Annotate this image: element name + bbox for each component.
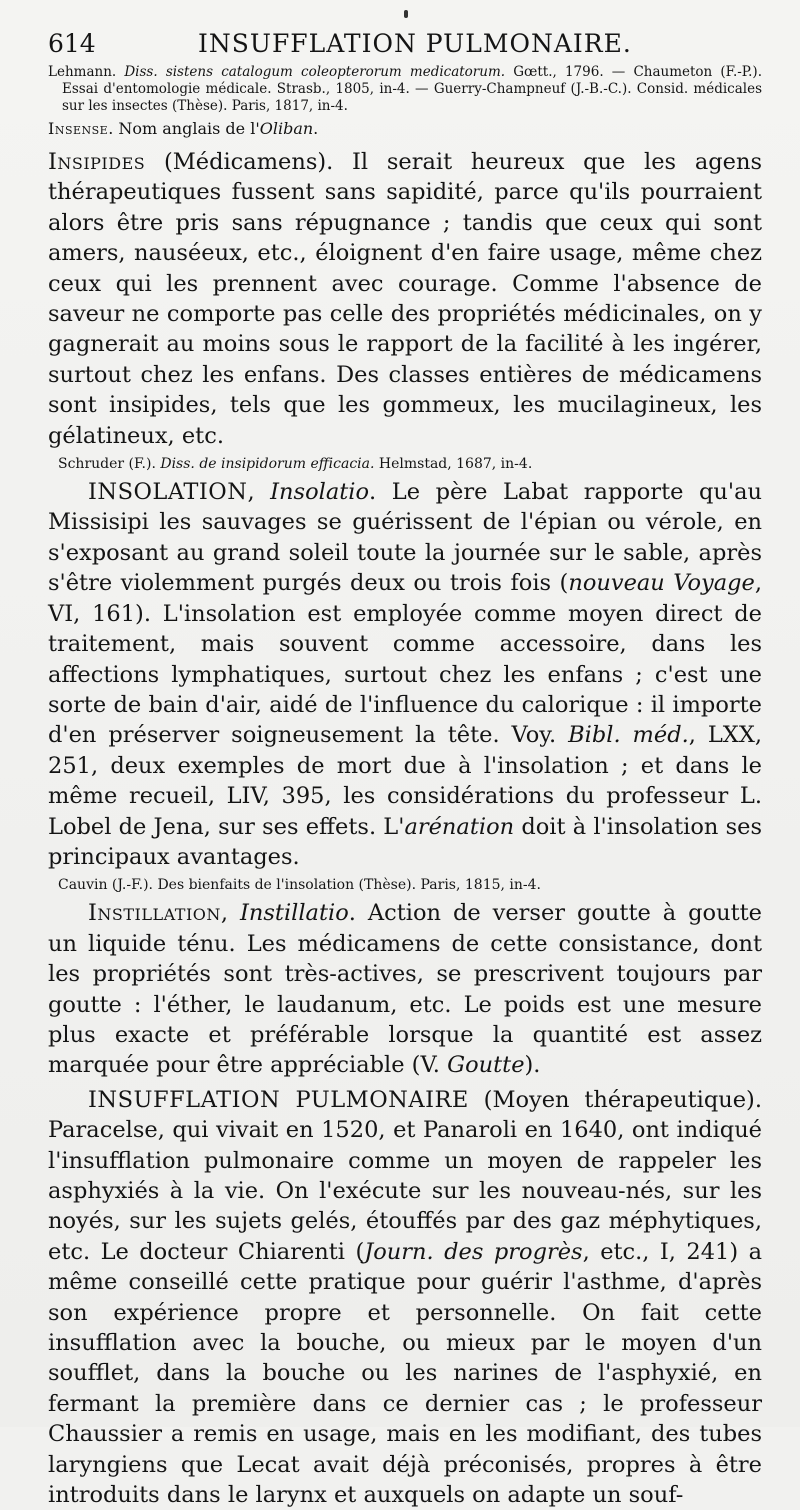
entry-insolation: INSOLATION, Insolatio. Le père Labat rapporte qu'au Missisipi les sauvages se guérissent de l'épian ou vérole, en s'exposant au grand soleil toute la journée sur le sable, après s'être violemment purgés deux ou trois fois (nouveau Voyage, VI, 161). L'insolation est employée comme moyen direct de traitement, mais souvent comme accessoire, dans les affections lymphatiques, surtout chez les enfans ; c'est une sorte de bain d'air, aidé de l'influence du calorique : il importe d'en préserver soigneusement la tête. Voy. Bibl. méd., LXX, 251, deux exemples de mort due à l'insolation ; et dans le même recueil, LIV, 395, les considérations du professeur L. Lobel de Jena, sur ses effets. L'arénation doit à l'insolation ses principaux avantages. <box>48 479 762 870</box>
entry-insense: Insense. Nom anglais de l'Oliban. <box>48 119 319 138</box>
entry-insipides: Insipides (Médicamens). Il serait heureux que les agens thérapeutiques fussent sans sapidité, parce qu'ils pourraient alors être pris sans répugnance ; tandis que ceux qui sont amers, nauséeux, etc., éloignent d'en faire usage, même chez ceux qui les prennent avec courage. Comme l'absence de saveur ne comporte pas celle des propriétés médicinales, on y gagnerait au moins sous le rapport de la facilité à les ingérer, surtout chez les enfans. Des classes entières de médicamens sont insipides, tels que les gommeux, les mucilagineux, les gélatineux, etc. <box>48 149 762 449</box>
headword-insufflation: INSUFFLATION PULMONAIRE <box>88 1086 469 1113</box>
headword-insense: Insense <box>48 119 109 138</box>
page-header <box>48 28 762 60</box>
print-mark <box>404 10 408 18</box>
bibliography-cauvin: Cauvin (J.-F.). Des bienfaits de l'insolation (Thèse). Paris, 1815, in-4. <box>58 877 541 894</box>
headword-insipides: Insipides <box>48 149 146 175</box>
entry-instillation: Instillation, Instillatio. Action de verser goutte à goutte un liquide ténu. Les médicamens de cette consistance, dont les propriétés sont très-actives, se prescrivent toujours par goutte : l'éther, le laudanum, etc. Le poids est une mesure plus exacte et préférable lorsque la quantité est assez marquée pour être appréciable (V. Goutte). <box>48 900 762 1079</box>
page-number: 614 <box>48 29 96 58</box>
headword-instillation: Instillation <box>88 900 221 927</box>
bibliography-schruder: Schruder (F.). Diss. de insipidorum efficacia. Helmstad, 1687, in-4. <box>58 456 533 473</box>
bibliography-lehmann: Lehmann. Diss. sistens catalogum coleopterorum medicatorum. Gœtt., 1796. — Chaumeton (F.-P.). Essai d'entomologie médicale. Strasb., 1805, in-4. — Guerry-Champneuf (J.-B.-C.). Consid. médicales sur les insectes (Thèse). Paris, 1817, in-4. <box>48 64 762 114</box>
entry-insufflation-pulmonaire: INSUFFLATION PULMONAIRE (Moyen thérapeutique). Paracelse, qui vivait en 1520, et Panaroli en 1640, ont indiqué l'insufflation pulmonaire comme un moyen de rappeler les asphyxiés à la vie. On l'exécute sur les nouveau-nés, sur les noyés, sur les sujets gelés, étouffés par des gaz méphytiques, etc. Le docteur Chiarenti (Journ. des progrès, etc., I, 241) a même conseillé cette pratique pour guérir l'asthme, d'après son expérience propre et personnelle. On fait cette insufflation avec la bouche, ou mieux par le moyen d'un soufflet, dans la bouche ou les narines de l'asphyxié, en fermant la première dans ce dernier cas ; le professeur Chaussier a remis en usage, mais en les modifiant, des tubes laryngiens que Lecat avait déjà préconisés, propres à être introduits dans le larynx et auxquels on adapte un souf- <box>48 1086 762 1509</box>
headword-insolation: INSOLATION <box>88 479 248 506</box>
running-title: INSUFFLATION PULMONAIRE. <box>198 29 632 58</box>
